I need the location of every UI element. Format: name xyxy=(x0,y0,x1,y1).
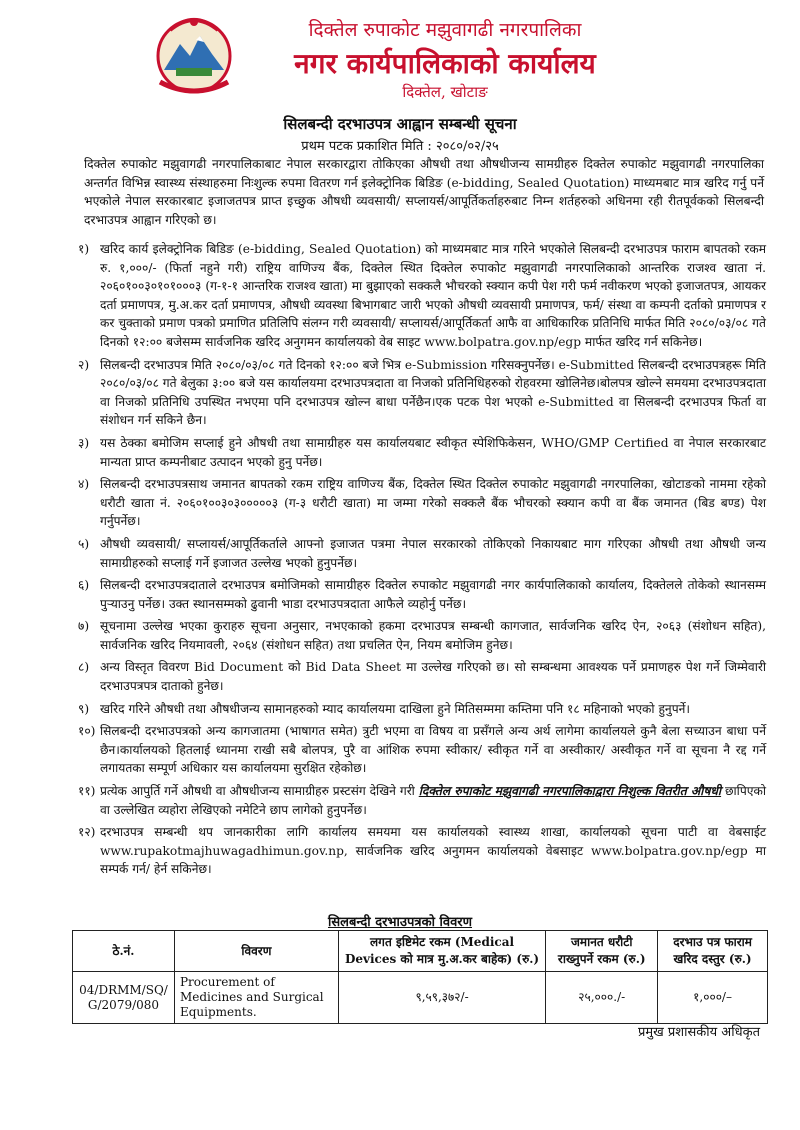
fee-cell: १,०००/– xyxy=(658,972,768,1024)
office-name: नगर कार्यपालिकाको कार्यालय xyxy=(294,47,596,80)
item-number: ११) xyxy=(78,784,96,799)
security-cell: २५,०००./- xyxy=(546,972,658,1024)
item-text: दरभाउपत्र सम्बन्धी थप जानकारीका लागि कार्यालय समयमा यस कार्यालयको स्वास्थ्य शाखा, कार्यालयको सूचना पाटी वा वेबसाईट www.rupakotmajhuwagadhimun.gov.np, सार्वजनिक खरिद अनुगमन कार्यालयको वेबसाइट www.bolpatra.gov.np/egp मा सम्पर्क गर्न/ हेर्न सकिनेछ। xyxy=(100,825,766,877)
item-text: खरिद गरिने औषधी तथा औषधीजन्य सामानहरुको म्याद कार्यालयमा दाखिला हुने मितिसम्ममा कम्तिमा पनि १८ महिनाको भएको हुनुपर्ने। xyxy=(100,701,690,716)
signature-designation: प्रमुख प्रशासकीय अधिकृत xyxy=(637,1025,760,1040)
column-header: विवरण xyxy=(174,931,338,972)
item-number: ४) xyxy=(78,477,90,492)
item-text: सिलबन्दी दरभाउपत्रको अन्य कागजातमा (भाषागत समेत) त्रुटी भएमा वा विषय वा प्रसँगले अन्य अर्थ लागेमा कार्यालयले कुनै बेला सच्याउन बाधा पर्ने छैन।कार्यालयको हितलाई ध्यानमा राखी सबै बोलपत्र, पुरै वा आंशिक रुपमा स्वीकार/ स्वीकृत गर्ने वा अस्वीकार/ अस्वीकृत गर्ने वा सूचना नै रद्द गर्ने लगायतका सम्पूर्ण अधिकार यस कार्यालयमा सुरक्षित रहेकोछ। xyxy=(100,724,766,776)
free-distribution-label: दिक्तेल रुपाकोट मझुवागढी नगरपालिकाद्वारा निशुल्क वितरीत औषधी xyxy=(418,784,722,799)
list-item xyxy=(78,700,766,719)
list-item xyxy=(78,722,766,778)
item-number: २) xyxy=(78,357,90,372)
item-text: सूचनामा उल्लेख भएका कुराहरु सूचना अनुसार, नभएकाको हकमा दरभाउपत्र सम्बन्धी कागजात, सार्वजनिक खरिद ऐन, २०६३ (संशोधन सहित), सार्वजनिक खरिद नियमावली, २०६४ (संशोधन सहित) तथा प्रचलित ऐन, नियम बमोजिम हुनेछ। xyxy=(100,619,766,652)
item-text: सिलबन्दी दरभाउपत्र मिति २०८०/०३/०८ गते दिनको १२:०० बजे भित्र e-Submission गरिसक्नुपर्नेछ। e-Submitted सिलबन्दी दरभाउपत्रहरू मिति २०८०/०३/०८ गते बेलुका ३:०० बजे यस कार्यालयमा दरभाउपत्रदाता वा निजको प्रतिनिधिहरुको रोहवरमा खोलिनेछ।बोलपत्र खोल्ने समयमा दरभाउपत्रदाता वा निजको प्रतिनिधि उपस्थित नभएमा पनि दरभाउपत्र खोल्न बाधा पर्नेछैन।एक पटक पेश भएको e-Submitted वा सिलबन्दी दरभाउपत्र फिर्ता वा संशोधन गर्न सकिने छैन। xyxy=(100,357,766,428)
contract-number-cell: 04/DRMM/SQ/ G/2079/080 xyxy=(73,972,175,1024)
item-text-before: प्रत्येक आपुर्ति गर्ने औषधी वा औषधीजन्य सामाग्रीहरु प्रस्टसंग देखिने गरी xyxy=(100,784,419,799)
list-item xyxy=(78,240,766,352)
item-number: १०) xyxy=(78,724,96,739)
item-text: खरिद कार्य इलेक्ट्रोनिक बिडिङ (e-bidding, Sealed Quotation) को माध्यमबाट मात्र गरिने भएकोले सिलबन्दी दरभाउपत्र फाराम बापतको रकम रु. १,०००/- (फिर्ता नहुने गरी) राष्ट्रिय वाणिज्य बैंक, दिक्तेल स्थित दिक्तेल रुपाकोट मझुवागढी नगरपालिकाको आन्तरिक राजश्व खाता नं. २०६०१००३०१०१०००३ (ग-१-१ आन्तरिक राजश्व खाता) मा बुझाएको सक्कलै भौचरको स्क्यान कपी पेश गरी फर्म नवीकरण भएको इजाजतपत्र, आयकर दर्ता प्रमाणपत्र, मु.अ.कर दर्ता प्रमाणपत्र, औषधी व्यवस्था बिभागबाट जारी भएको औषधी व्यवसायी प्रमाणपत्र, फर्म/ संस्था वा कम्पनी दर्ताको प्रमाणपत्र र कर चुक्ताको प्रमाण पत्रको प्रमाणित प्रतिलिपि संलग्न गरी व्यवसायी/ सप्लायर्स/आपूर्तिकर्ता आफै वा आधिकारिक प्रतिनिधि मार्फत मिति २०८०/०३/०८ गते दिनको १२:०० बजेसम्म सार्वजनिक खरिद अनुगमन कार्यालयको वेब साइट www.bolpatra.gov.np/egp मार्फत खरिद गर्न सकिनेछ। xyxy=(100,242,766,349)
item-text: सिलबन्दी दरभाउपत्रसाथ जमानत बापतको रकम राष्ट्रिय वाणिज्य बैंक, दिक्तेल स्थित दिक्तेल रुपाकोट मझुवागढी नगरपालिका, खोटाङको नाममा रहेको धरौटी खाता नं. २०६०१००३०३०००००३ (ग-३ धरौटी खाता) मा जम्मा गरेको सक्कलै बैंक भौचरको स्क्यान कपी वा बैंक जमानत (बिड बण्ड) पेश गर्नुपर्नेछ। xyxy=(100,477,766,529)
list-item xyxy=(78,782,766,819)
table-header-row xyxy=(73,931,768,972)
item-number: ५) xyxy=(78,536,90,551)
office-location: दिक्तेल, खोटाङ xyxy=(402,83,488,101)
item-number: ८) xyxy=(78,660,90,675)
bid-details-table xyxy=(72,930,768,1024)
municipality-name: दिक्तेल रुपाकोट मझुवागढी नगरपालिका xyxy=(308,19,582,41)
item-number: ७) xyxy=(78,619,90,634)
column-header: ठे.नं. xyxy=(73,931,175,972)
item-text: औषधी व्यवसायी/ सप्लायर्स/आपूर्तिकर्ताले आफ्नो इजाजत पत्रमा नेपाल सरकारको तोकिएको निकायबाट माग गरिएका औषधी तथा औषधी जन्य सामाग्रीहरुको सप्लाई गर्ने इजाजत उल्लेख भएको हुनुपर्नेछ। xyxy=(100,536,766,570)
list-item xyxy=(78,658,766,695)
list-item xyxy=(78,475,766,531)
list-item xyxy=(78,576,766,613)
item-number: १२) xyxy=(78,825,96,840)
item-text: सिलबन्दी दरभाउपत्रदाताले दरभाउपत्र बमोजिमको सामाग्रीहरु दिक्तेल रुपाकोट मझुवागढी नगर कार्यपालिकाको कार्यालय, दिक्तेलले तोकेको स्थानसम्म पुऱ्याउनु पर्नेछ। उक्त स्थानसम्मको ढुवानी भाडा दरभाउपत्रदाता आफैले व्यहोर्नु पर्नेछ। xyxy=(100,578,766,611)
item-number: ९) xyxy=(78,701,90,716)
item-number: ३) xyxy=(78,435,90,450)
item-text: अन्य विस्तृत विवरण Bid Document को Bid Data Sheet मा उल्लेख गरिएको छ। सो सम्बन्धमा आवश्यक पर्ने प्रमाणहरु पेश गर्ने जिम्मेवारी दरभाउपत्रपत्र दाताको हुनेछ। xyxy=(100,660,766,694)
item-number: १) xyxy=(78,242,90,256)
list-item xyxy=(78,434,766,471)
column-header: जमानत धरौटी राख्नुपर्ने रकम (रु.) xyxy=(546,931,658,972)
conditions-list xyxy=(78,240,766,883)
notice-title: सिलबन्दी दरभाउपत्र आह्वान सम्बन्धी सूचना xyxy=(283,115,517,133)
estimate-cell: ९,५९,३७२/- xyxy=(338,972,546,1024)
publish-date: प्रथम पटक प्रकाशित मिति : २०८०/०२/२५ xyxy=(301,139,499,154)
item-number: ६) xyxy=(78,578,90,593)
column-header: दरभाउ पत्र फाराम खरिद दस्तुर (रु.) xyxy=(658,931,768,972)
column-header: लगत इष्टिमेट रकम (Medical Devices को मात्र मु.अ.कर बाहेक) (रु.) xyxy=(338,931,546,972)
table-caption: सिलबन्दी दरभाउपत्रको विवरण xyxy=(327,915,473,930)
list-item xyxy=(78,823,766,879)
item-text-after: छापिएको वा उल्लेखित व्यहोरा लेखिएको नमेटिने छाप लागेको हुनुपर्नेछ। xyxy=(100,784,766,817)
list-item xyxy=(78,535,766,572)
table-row xyxy=(73,972,768,1024)
description-cell: Procurement of Medicines and Surgical Equipments. xyxy=(174,972,338,1024)
item-text xyxy=(100,782,766,819)
list-item xyxy=(78,356,766,430)
intro-paragraph: दिक्तेल रुपाकोट मझुवागढी नगरपालिकाबाट नेपाल सरकारद्वारा तोकिएका औषधी तथा औषधीजन्य सामग्रीहरु दिक्तेल रुपाकोट मझुवागढी नगरपालिका अन्तर्गत विभिन्न स्वास्थ्य संस्थाहरुमा निःशुल्क रुपमा वितरण गर्न इलेक्ट्रोनिक बिडिङ (e-bidding, Sealed Quotation) माध्यमबाट मात्र खरिद गर्नु पर्ने भएकोले नेपाल सरकारबाट इजाजतपत्र प्राप्त इच्छुक औषधी व्यवसायी/ सप्लायर्स/आपूर्तिकर्ताहरुबाट निम्न शर्तहरुको अधिनमा रही रीतपूर्वकको सिलबन्दी दरभाउपत्र आह्वान गरिएको छ। xyxy=(84,157,764,227)
item-text: यस ठेक्का बमोजिम सप्लाई हुने औषधी तथा सामाग्रीहरु यस कार्यालयबाट स्वीकृत स्पेशिफिकेसन, WHO/GMP Certified वा नेपाल सरकारबाट मान्यता प्राप्त कम्पनीबाट उत्पादन भएको हुनु पर्नेछ। xyxy=(100,435,766,469)
list-item xyxy=(78,617,766,654)
